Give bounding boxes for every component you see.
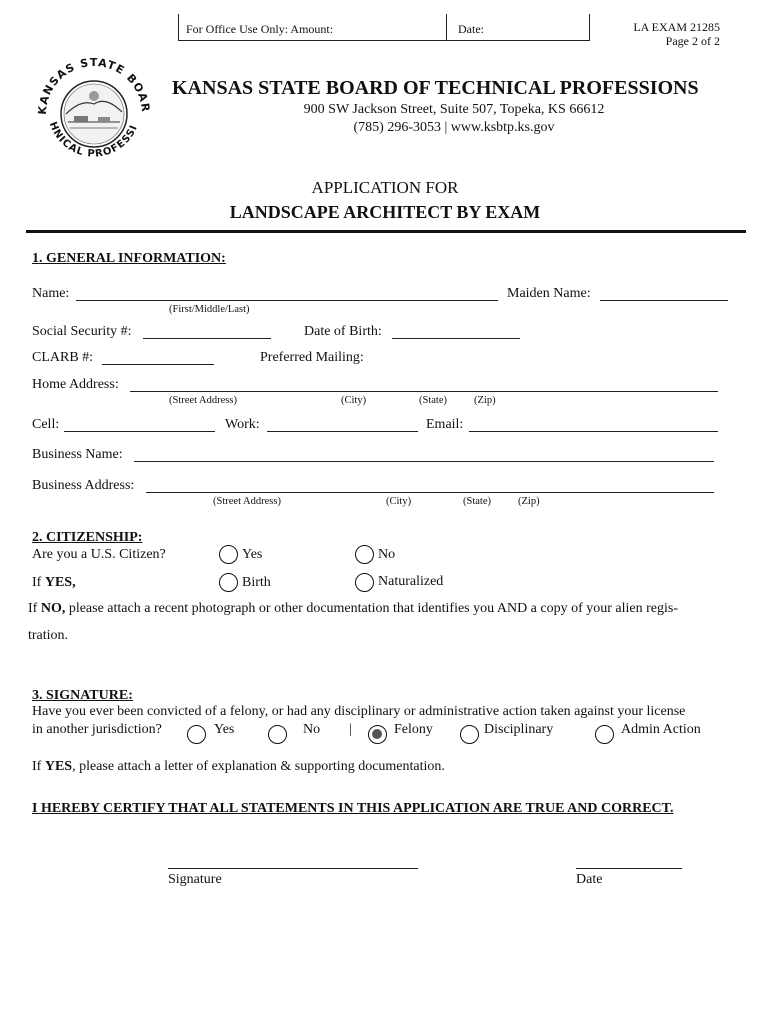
header-rule (26, 230, 746, 233)
cell-field[interactable] (64, 431, 215, 432)
clarb-field[interactable] (102, 364, 214, 365)
birth-label: Birth (242, 575, 271, 590)
signature-heading: 3. SIGNATURE: (32, 688, 133, 703)
maiden-name-field[interactable] (600, 300, 728, 301)
if-yes-citizen-label: If YES, (32, 575, 76, 590)
office-date-label: Date: (458, 22, 484, 36)
email-field[interactable] (469, 431, 718, 432)
business-address-label: Business Address: (32, 478, 135, 493)
options-separator: | (349, 722, 352, 737)
home-street-hint: (Street Address) (169, 395, 237, 406)
signature-field[interactable] (168, 868, 418, 869)
state-board-seal (26, 44, 162, 180)
home-zip-hint: (Zip) (474, 395, 496, 406)
home-city-hint: (City) (341, 395, 367, 406)
business-address-field[interactable] (146, 492, 714, 493)
form-code: LA EXAM 21285 (633, 20, 720, 34)
conviction-yes-radio[interactable] (187, 725, 206, 744)
business-street-hint: (Street Address) (213, 496, 281, 507)
form-title-line1: APPLICATION FOR (311, 178, 459, 197)
agency-address: 900 SW Jackson Street, Suite 507, Topeka, KS 66612 (303, 102, 605, 117)
business-state-hint: (State) (463, 496, 491, 507)
home-address-label: Home Address: (32, 377, 119, 392)
general-info-heading: 1. GENERAL INFORMATION: (32, 251, 226, 266)
form-title-line2: LANDSCAPE ARCHITECT BY EXAM (229, 202, 541, 222)
business-zip-hint: (Zip) (518, 496, 540, 507)
ssn-label: Social Security #: (32, 324, 132, 339)
office-amount-label: For Office Use Only: Amount: (186, 22, 334, 36)
ssn-field[interactable] (143, 338, 271, 339)
name-field[interactable] (76, 300, 498, 301)
conviction-question-line1: Have you ever been convicted of a felony, or had any disciplinary or administrative action taken against your license (32, 704, 686, 719)
citizen-no-label: No (378, 547, 396, 562)
preferred-mailing-label: Preferred Mailing: (260, 350, 364, 365)
business-name-field[interactable] (134, 461, 714, 462)
work-label: Work: (225, 417, 260, 432)
birth-radio[interactable] (219, 573, 238, 592)
citizen-no-radio[interactable] (355, 545, 374, 564)
citizen-yes-label: Yes (242, 547, 263, 562)
agency-contact: (785) 296-3053 | www.ksbtp.ks.gov (353, 120, 555, 135)
business-name-label: Business Name: (32, 447, 123, 462)
if-yes-explanation: If YES, please attach a letter of explanation & supporting documentation. (32, 759, 445, 774)
certification-statement: I HEREBY CERTIFY THAT ALL STATEMENTS IN THIS APPLICATION ARE TRUE AND CORRECT. (32, 801, 674, 816)
signature-label: Signature (168, 872, 222, 887)
disciplinary-radio[interactable] (460, 725, 479, 744)
citizen-yes-radio[interactable] (219, 545, 238, 564)
office-use-divider (446, 14, 447, 40)
dob-label: Date of Birth: (304, 324, 382, 339)
email-label: Email: (426, 417, 464, 432)
disciplinary-label: Disciplinary (484, 722, 554, 737)
svg-text:TECHNICAL PROFESSIONS: HNICAL PROFESSI (46, 120, 141, 160)
signature-date-label: Date (576, 872, 603, 887)
business-city-hint: (City) (386, 496, 412, 507)
work-field[interactable] (267, 431, 418, 432)
cell-label: Cell: (32, 417, 60, 432)
citizenship-heading: 2. CITIZENSHIP: (32, 530, 143, 545)
home-state-hint: (State) (419, 395, 447, 406)
name-hint: (First/Middle/Last) (169, 304, 250, 315)
conviction-yes-label: Yes (214, 722, 235, 737)
home-address-field[interactable] (130, 391, 718, 392)
conviction-no-label: No (303, 722, 321, 737)
conviction-question-line2: in another jurisdiction? (32, 722, 162, 737)
admin-action-radio[interactable] (595, 725, 614, 744)
agency-name: KANSAS STATE BOARD OF TECHNICAL PROFESSIONS (172, 77, 699, 99)
svg-text:THE KANSAS STATE BOARD OF: KANSAS STATE BOAR (35, 55, 153, 116)
felony-label: Felony (394, 722, 433, 737)
citizen-question: Are you a U.S. Citizen? (32, 547, 166, 562)
naturalized-radio[interactable] (355, 573, 374, 592)
maiden-name-label: Maiden Name: (507, 286, 591, 301)
dob-field[interactable] (392, 338, 520, 339)
if-no-instruction-line1: If NO, please attach a recent photograph or other documentation that identifies you AND a copy of your alien regis- (28, 601, 679, 616)
name-label: Name: (32, 286, 70, 301)
conviction-no-radio[interactable] (268, 725, 287, 744)
naturalized-label: Naturalized (378, 574, 444, 589)
clarb-label: CLARB #: (32, 350, 94, 365)
signature-date-field[interactable] (576, 868, 682, 869)
if-no-instruction-line2: tration. (28, 628, 69, 643)
felony-radio[interactable] (368, 725, 387, 744)
admin-action-label: Admin Action (621, 722, 701, 737)
page-number: Page 2 of 2 (665, 34, 720, 48)
